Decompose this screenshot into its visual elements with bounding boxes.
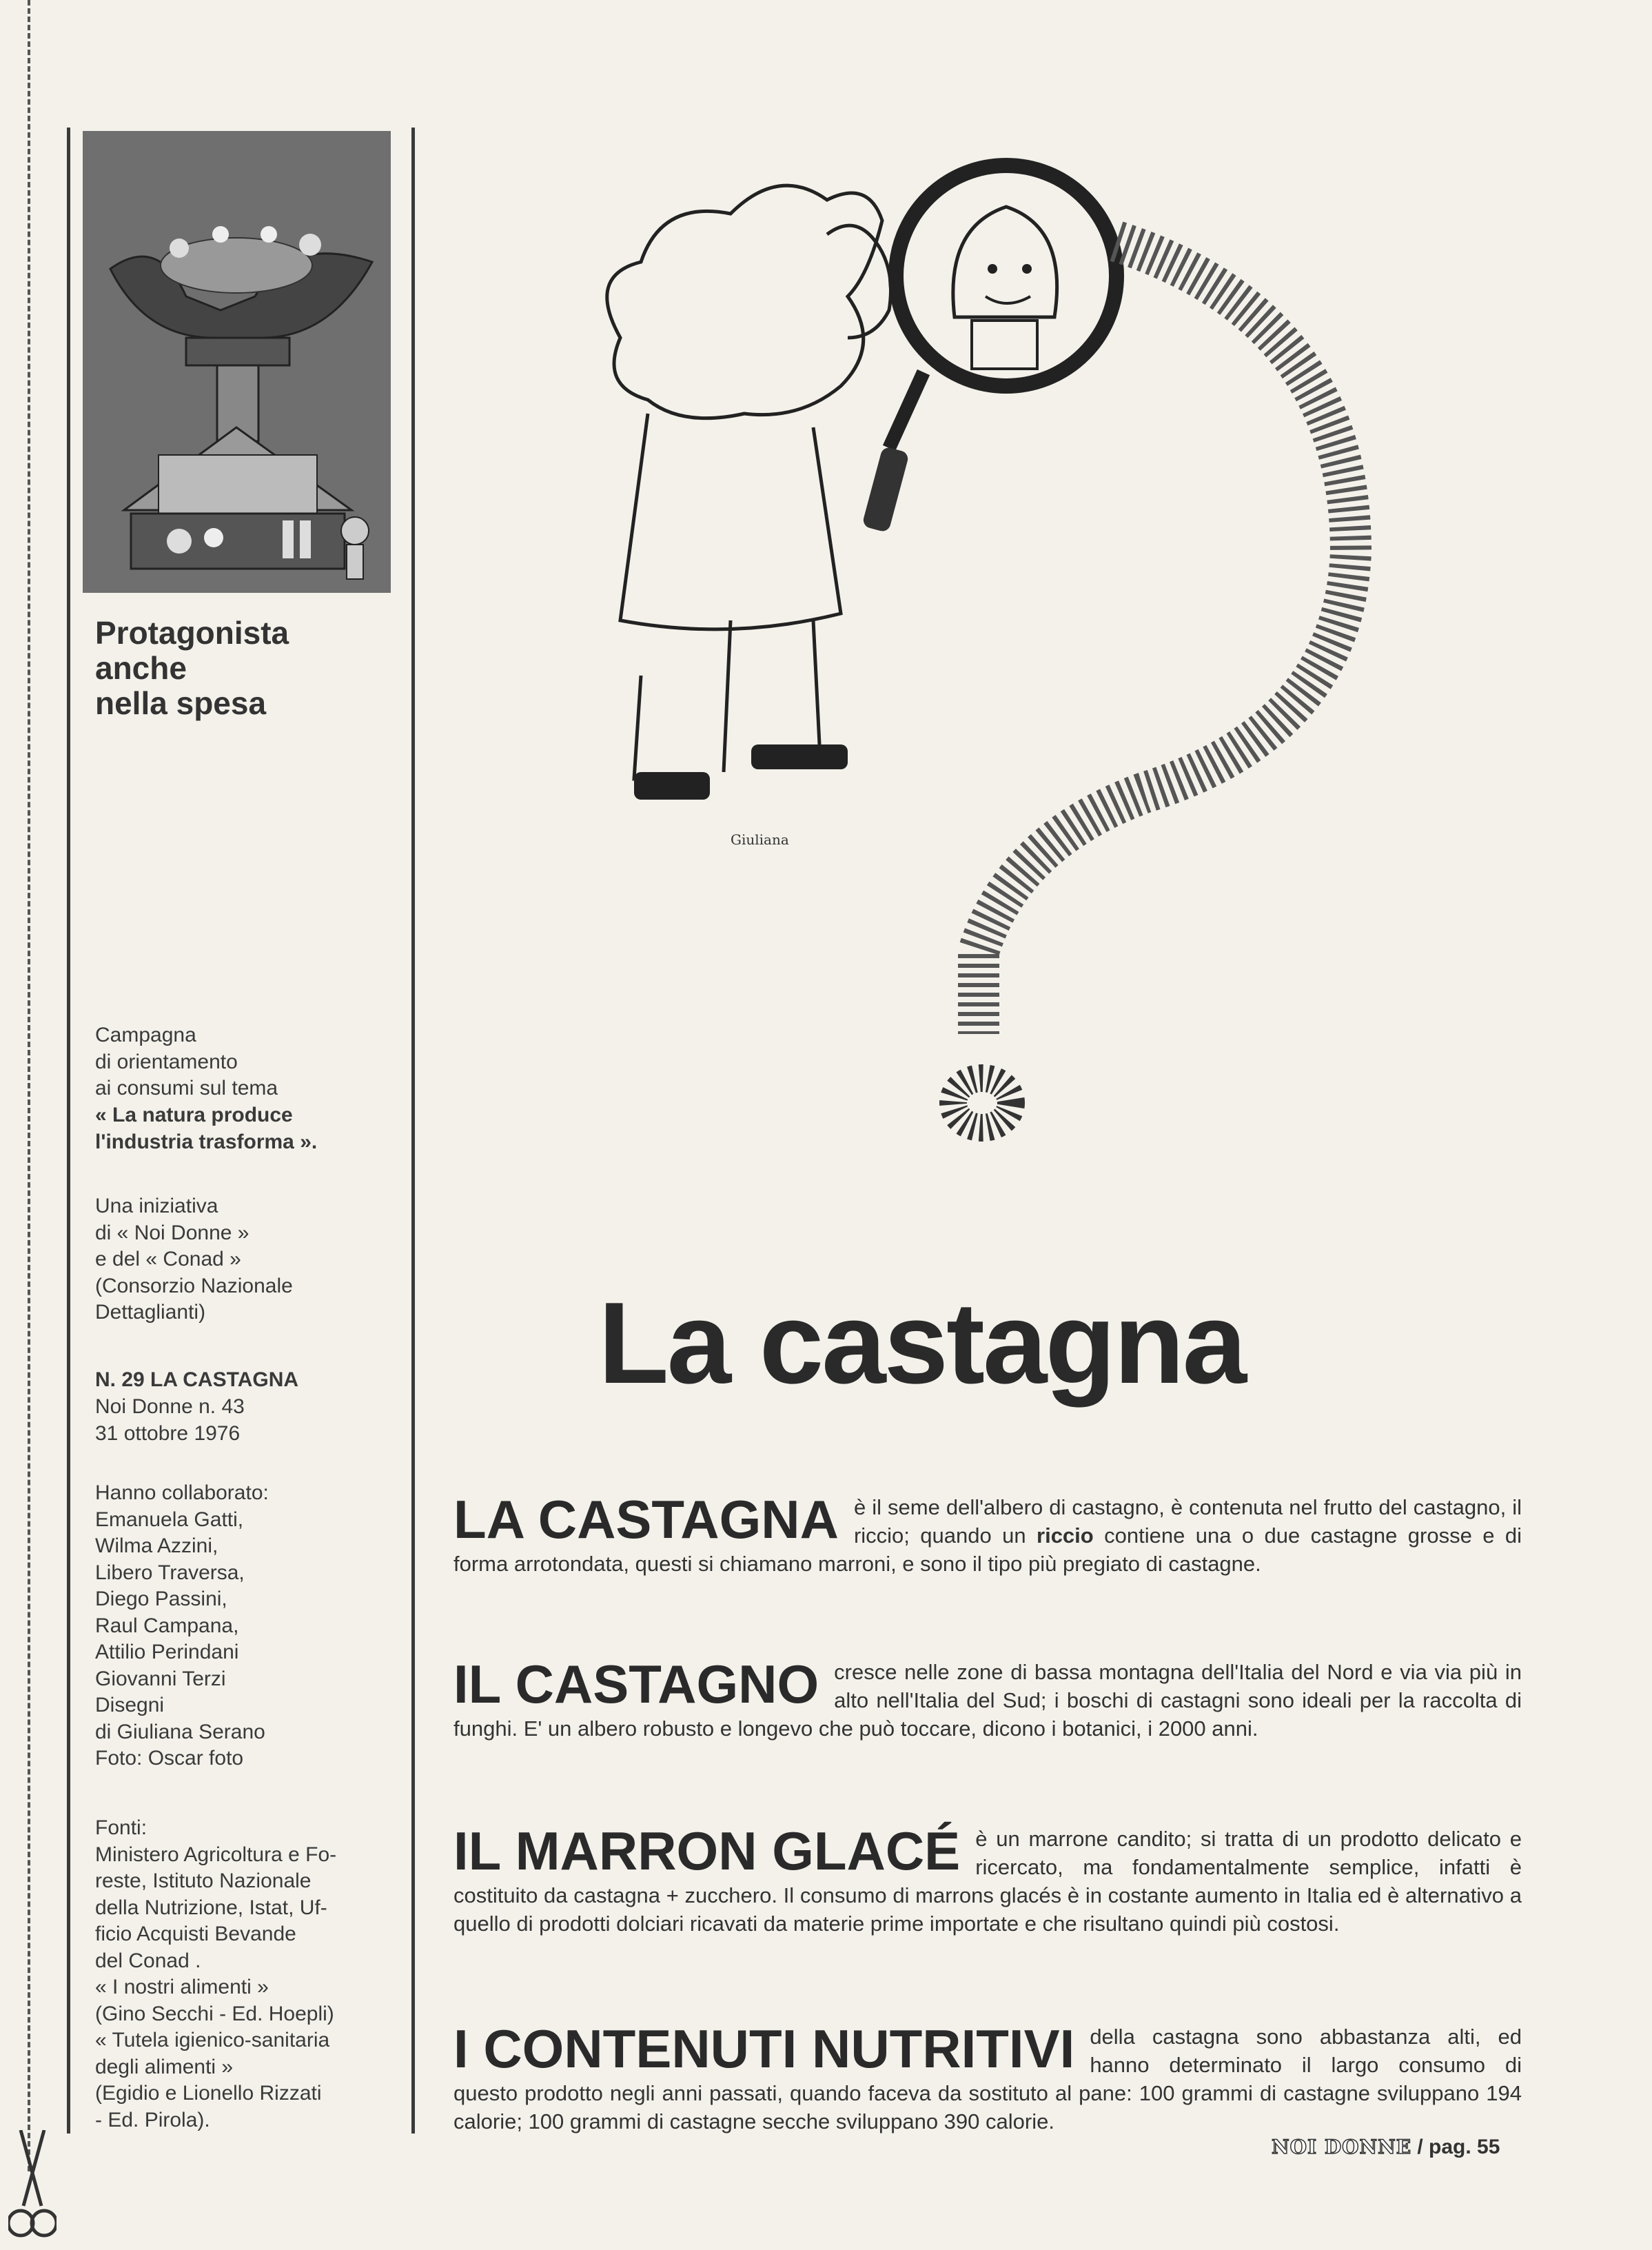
page-footer xyxy=(1272,2136,1500,2159)
sidebar-credits: Hanno collaborato: Emanuela Gatti, Wilma Azzini, Libero Traversa, Diego Passini, Raul Campana, Attilio Perindani Giovanni Terzi Disegni di Giuliana Serano Foto: Oscar foto xyxy=(95,1481,269,1770)
section-castagna xyxy=(453,1489,1522,1578)
section-body: è un marrone candito; si tratta di un prodotto delicato e ricercato, ma fondamentalmente semplice, infatti è costituito da castagna + zucchero. Il consumo di marrons glacés è in costante aumento in Italia ed è alternativo a quello di prodotti dolciari ricavati da materie prime importate e che risultano quindi più costosi. xyxy=(453,1827,1522,1936)
magazine-logo: NOI DONNE xyxy=(1272,2136,1412,2158)
section-heading: I CONTENUTI NUTRITIVI xyxy=(453,2018,1075,2079)
sidebar-initiative: Una iniziativa di « Noi Donne » e del « Conad » (Consorzio Nazionale Dettaglianti) xyxy=(95,1195,293,1324)
sidebar-rule-left xyxy=(67,128,70,2134)
illustration-signature: Giuliana xyxy=(731,831,789,848)
section-heading: LA CASTAGNA xyxy=(453,1489,839,1550)
cut-line xyxy=(28,0,30,2171)
sidebar-campaign-theme: « La natura produce l'industria trasforma ». xyxy=(95,1104,318,1153)
section-body: cresce nelle zone di bassa montagna dell'Italia del Nord e via via più in alto nell'Italia del Sud; i boschi di castagni sono ideali per la raccolta di funghi. E' un albero robusto e longevo che può toccare, dicono i botanici, i 2000 anni. xyxy=(453,1660,1522,1741)
section-body: è il seme dell'albero di castagno, è contenuta nel frutto del castagno, il riccio; quando un riccio contiene una o due castagne grosse e di forma arrotondata, questi si chiamano marroni, e sono il tipo più pregiato di castagne. xyxy=(453,1495,1522,1576)
sidebar-title: Protagonista anche nella spesa xyxy=(95,615,289,721)
woman-magnifier-illustration xyxy=(524,138,1475,1144)
campaign-poster-image xyxy=(83,131,391,593)
section-castagno xyxy=(453,1654,1522,1743)
sidebar-sources: Fonti: Ministero Agricoltura e Fo- reste, Istituto Nazionale della Nutrizione, Istat, Uf- ficio Acquisti Bevande del Conad . « I nostri alimenti » (Gino Secchi - Ed. Hoepli) « Tutela igienico-sanitaria degli alimenti » (Egidio e Lionello Rizzati - Ed. Pirola). xyxy=(95,1816,337,2131)
sidebar-issue-details: Noi Donne n. 43 31 ottobre 1976 xyxy=(95,1395,245,1445)
sidebar-campaign-intro: Campagna di orientamento ai consumi sul tema xyxy=(95,1024,278,1099)
section-contenuti-nutritivi xyxy=(453,2018,1522,2136)
scissors-icon xyxy=(8,2130,57,2240)
page-number: / pag. 55 xyxy=(1417,2136,1500,2158)
section-heading: IL MARRON GLACÉ xyxy=(453,1821,961,1881)
section-body: della castagna sono abbastanza alti, ed hanno determinato il largo consumo di questo prodotto negli anni passati, quando faceva da sostituto al pane: 100 grammi di castagne sviluppano 194 calorie; 100 grammi di castagne secche sviluppano 390 calorie. xyxy=(453,2025,1522,2134)
section-heading: IL CASTAGNO xyxy=(453,1654,819,1714)
sidebar-rule-right xyxy=(411,128,415,2134)
page-title: La castagna xyxy=(598,1278,1245,1408)
section-marron-glace xyxy=(453,1821,1522,1938)
sidebar-issue-number: N. 29 LA CASTAGNA xyxy=(95,1368,299,1391)
